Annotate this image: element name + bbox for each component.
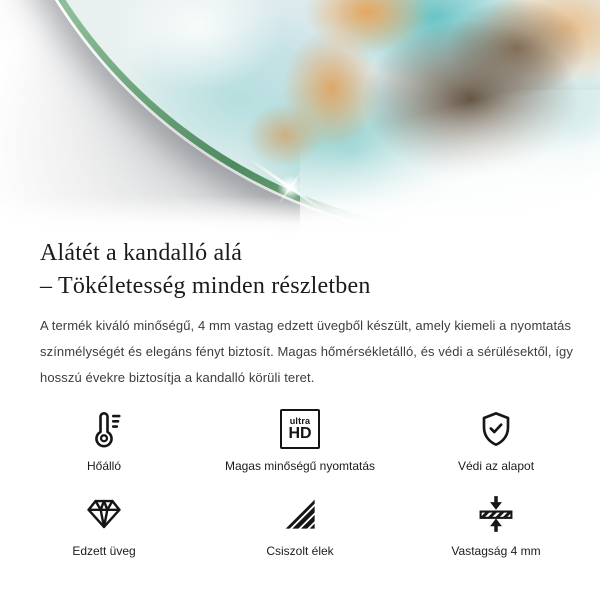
- page-title: [40, 237, 560, 303]
- feature-high-quality-print: [202, 407, 398, 474]
- description-line: színmélységét és elegáns fényt biztosít. Magas hőmérsékletálló, és védi a sérülésektől, így: [40, 344, 573, 359]
- feature-thickness: [398, 492, 594, 559]
- shield-check-icon: [476, 409, 516, 449]
- ultra-hd-icon: [280, 409, 320, 449]
- feature-label: Csiszolt élek: [266, 544, 334, 558]
- feature-polished-edges: [202, 492, 398, 559]
- diamond-icon: [83, 493, 125, 535]
- feature-protects-base: [398, 407, 594, 474]
- feature-label: Hőálló: [86, 459, 122, 473]
- page-title-line2: – Tökéletesség minden részletben: [40, 273, 371, 299]
- feature-heat-resistant: [6, 407, 202, 474]
- page-title-line1: Alátét a kandalló alá: [40, 240, 243, 266]
- feature-label: Vastagság 4 mm: [451, 544, 541, 558]
- light-glint: [262, 160, 318, 216]
- content-area: [0, 237, 600, 391]
- description-line: A termék kiváló minőségű, 4 mm vastag edzett üvegből készült, amely kiemeli a nyomtatás: [40, 318, 572, 333]
- thermometer-icon: [83, 408, 125, 450]
- feature-label: Magas minőségű nyomtatás: [224, 459, 376, 473]
- feature-grid: [0, 407, 600, 559]
- feature-tempered-glass: [6, 492, 202, 559]
- product-photo: [0, 0, 600, 235]
- thickness-icon: [475, 493, 517, 535]
- feature-label: Védi az alapot: [457, 459, 535, 473]
- ultra-hd-label-top: ultra: [289, 416, 311, 426]
- ultra-hd-label-bottom: HD: [288, 425, 312, 442]
- feature-label: Edzett üveg: [72, 544, 136, 558]
- polished-edges-icon: [280, 494, 320, 534]
- product-description: [40, 313, 573, 391]
- description-line: hosszú évekre biztosítja a kandalló körüli teret.: [40, 370, 315, 385]
